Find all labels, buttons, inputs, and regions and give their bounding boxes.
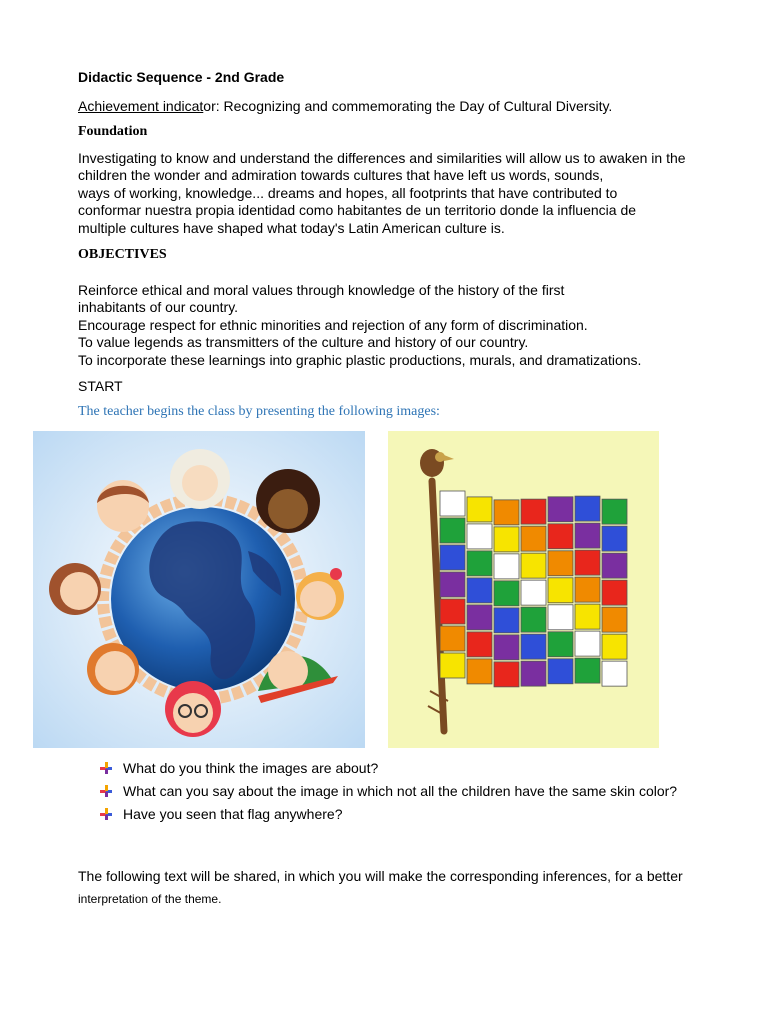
- question-item: [100, 756, 677, 779]
- flag-square: [602, 607, 627, 632]
- flag-square: [521, 580, 546, 605]
- flag-square: [602, 499, 627, 524]
- flag-square: [575, 604, 600, 629]
- foundation-heading: Foundation: [78, 124, 148, 139]
- flag-square: [548, 578, 573, 603]
- question-item: [100, 802, 677, 825]
- flag-square: [440, 653, 465, 678]
- indicator-label-underlined: Achievement indicat: [78, 98, 204, 114]
- flag-square: [494, 500, 519, 525]
- flag-square: [521, 553, 546, 578]
- flag-square: [521, 634, 546, 659]
- flag-square: [467, 605, 492, 630]
- indicator-label-rest: or: [203, 98, 216, 114]
- flag-square: [548, 659, 573, 684]
- objective-line: To value legends as transmitters of the culture and history of our country.: [78, 334, 529, 351]
- flag-square: [521, 526, 546, 551]
- document-title: Didactic Sequence - 2nd Grade: [78, 69, 285, 85]
- flag-square: [494, 554, 519, 579]
- children-globe-illustration: [33, 431, 365, 748]
- flag-square: [602, 634, 627, 659]
- flag-square: [602, 661, 627, 686]
- flag-square: [494, 635, 519, 660]
- objectives-paragraph: [78, 282, 728, 369]
- flag-square: [548, 551, 573, 576]
- flag-square: [602, 553, 627, 578]
- foundation-line: multiple cultures have shaped what today's Latin American culture is.: [78, 219, 505, 236]
- flag-square: [575, 496, 600, 521]
- flag-square: [440, 545, 465, 570]
- quad-color-bullet-icon: [100, 762, 112, 774]
- foundation-line: children the wonder and admiration towards cultures that have left us words, sounds,: [78, 167, 604, 184]
- flag-square: [494, 608, 519, 633]
- flag-square: [575, 577, 600, 602]
- shared-text-line-1: The following text will be shared, in which you will make the corresponding inferences, for a better: [78, 868, 683, 884]
- wiphala-flag-image: [388, 431, 659, 748]
- objective-line: To incorporate these learnings into graphic plastic productions, murals, and dramatizations.: [78, 351, 642, 368]
- flag-square: [467, 632, 492, 657]
- flag-square: [575, 631, 600, 656]
- foundation-line: ways of working, knowledge... dreams and hopes, all footprints that have contributed to: [78, 184, 618, 201]
- flag-square: [467, 551, 492, 576]
- flag-square: [467, 524, 492, 549]
- flag-square: [521, 661, 546, 686]
- foundation-paragraph: [78, 150, 728, 237]
- flag-square: [602, 526, 627, 551]
- children-globe-image: [33, 431, 365, 748]
- flag-square: [467, 578, 492, 603]
- objectives-heading: OBJECTIVES: [78, 247, 167, 262]
- flag-square: [521, 607, 546, 632]
- flag-square: [494, 662, 519, 687]
- start-label: START: [78, 378, 123, 394]
- indicator-text: : Recognizing and commemorating the Day of Cultural Diversity.: [215, 98, 613, 114]
- wiphala-flag-illustration: [388, 431, 659, 748]
- foundation-line: Investigating to know and understand the differences and similarities will allow us to awaken in the: [78, 150, 686, 166]
- teacher-intro: The teacher begins the class by presenting the following images:: [78, 404, 440, 419]
- flag-square: [548, 605, 573, 630]
- flag-square: [467, 497, 492, 522]
- flag-square: [467, 659, 492, 684]
- flag-square: [548, 632, 573, 657]
- shared-text-line-2: interpretation of the theme.: [78, 892, 222, 906]
- question-item: [100, 779, 677, 802]
- flag-square: [575, 550, 600, 575]
- flag-square: [494, 581, 519, 606]
- question-list: [100, 756, 677, 825]
- flag-square: [440, 626, 465, 651]
- quad-color-bullet-icon: [100, 785, 112, 797]
- question-text: Have you seen that flag anywhere?: [123, 805, 343, 822]
- flag-square: [548, 497, 573, 522]
- quad-color-bullet-icon: [100, 808, 112, 820]
- flag-square: [440, 518, 465, 543]
- flag-square: [602, 580, 627, 605]
- foundation-line: conformar nuestra propia identidad como habitantes de un territorio donde la influencia de: [78, 202, 637, 219]
- flag-square: [575, 523, 600, 548]
- objective-line: Reinforce ethical and moral values through knowledge of the history of the first: [78, 282, 565, 298]
- flag-square: [440, 491, 465, 516]
- flag-square: [440, 599, 465, 624]
- question-text: What can you say about the image in which not all the children have the same skin color?: [123, 782, 678, 799]
- achievement-indicator: [78, 98, 612, 114]
- question-text: What do you think the images are about?: [123, 759, 379, 776]
- flag-square: [575, 658, 600, 683]
- flag-square: [494, 527, 519, 552]
- objective-line: inhabitants of our country.: [78, 299, 239, 316]
- flag-square: [548, 524, 573, 549]
- flag-square: [440, 572, 465, 597]
- objective-line: Encourage respect for ethnic minorities and rejection of any form of discrimination.: [78, 316, 588, 333]
- flag-square: [521, 499, 546, 524]
